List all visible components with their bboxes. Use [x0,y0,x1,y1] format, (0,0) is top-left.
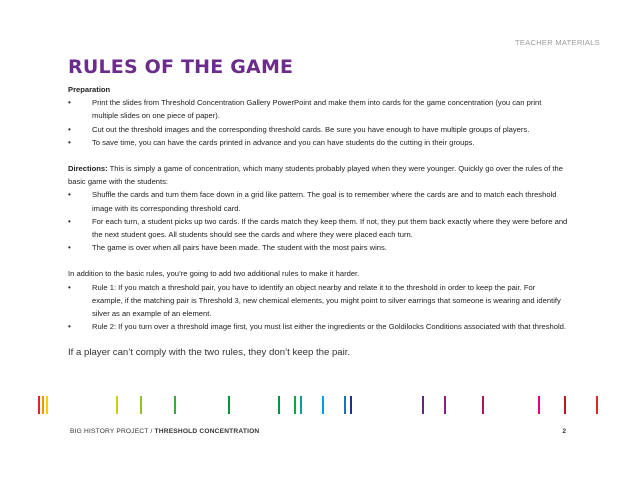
decor-bar [482,396,484,414]
page-number: 2 [562,428,566,435]
list-item: • Cut out the threshold images and the corresponding threshold cards. Be sure you have enough to have multiple groups of players. [68,123,568,136]
decor-bar [564,396,566,414]
decor-bar [294,396,296,414]
footer-unit-name: THRESHOLD CONCENTRATION [154,428,260,435]
decor-bar [46,396,48,414]
decor-bar [444,396,446,414]
list-item: • To save time, you can have the cards printed in advance and you can have students do the cutting in their groups. [68,136,568,149]
decor-bar [596,396,598,414]
decorative-color-bars [38,396,608,414]
directions-text: This is simply a game of concentration, which many students probably played when they were younger. Quickly go over the rules of the basic game with the students: [68,164,563,187]
spacer [68,149,568,162]
decor-bar [140,396,142,414]
footer-separator: / [148,428,155,435]
decor-bar [350,396,352,414]
decor-bar [228,396,230,414]
decor-bar [300,396,302,414]
directions-list [68,188,568,254]
list-item: • Print the slides from Threshold Concentration Gallery PowerPoint and make them into cards for the game concentration (you can print multiple slides on one piece of paper). [68,96,568,122]
closing-statement: If a player can’t comply with the two rules, they don’t keep the pair. [68,347,351,359]
decor-bar [42,396,44,414]
list-item: • Rule 2: If you turn over a threshold image first, you must list either the ingredients or the Goldilocks Conditions associated with that threshold. [68,320,568,333]
decor-bar [278,396,280,414]
additional-rules-list [68,281,568,334]
decor-bar [422,396,424,414]
header-tag: TEACHER MATERIALS [515,38,600,47]
decor-bar [344,396,346,414]
preparation-heading: Preparation [68,85,111,94]
list-item: • For each turn, a student picks up two cards. If the cards match they keep them. If not, they put them back exactly where they were before and the next student goes. All students should see the cards and where they were placed each turn. [68,215,568,241]
decor-bar [538,396,540,414]
list-item: • Shuffle the cards and turn them face down in a grid like pattern. The goal is to remember where the cards are and to match each threshold image with its corresponding threshold card. [68,188,568,214]
directions-paragraph [68,162,568,188]
spacer [68,254,568,267]
footer-project-name: BIG HISTORY PROJECT [70,428,149,435]
decor-bar [38,396,40,414]
list-item: • Rule 1: If you match a threshold pair, you have to identify an object nearby and relate it to the threshold in order to keep the pair. For example, if the matching pair is Threshold 3, new chemical elements, you might point to silver earrings that someone is wearing and identify silver as an example of an element. [68,281,568,321]
decor-bar [322,396,324,414]
preparation-list [68,96,568,149]
page-title: RULES OF THE GAME [68,56,294,78]
additional-rules-intro: In addition to the basic rules, you’re going to add two additional rules to make it harder. [68,269,360,279]
document-body [68,83,568,360]
footer-project [70,428,259,435]
decor-bar [116,396,118,414]
decor-bar [174,396,176,414]
directions-label: Directions: [68,164,108,174]
list-item: • The game is over when all pairs have been made. The student with the most pairs wins. [68,241,568,254]
